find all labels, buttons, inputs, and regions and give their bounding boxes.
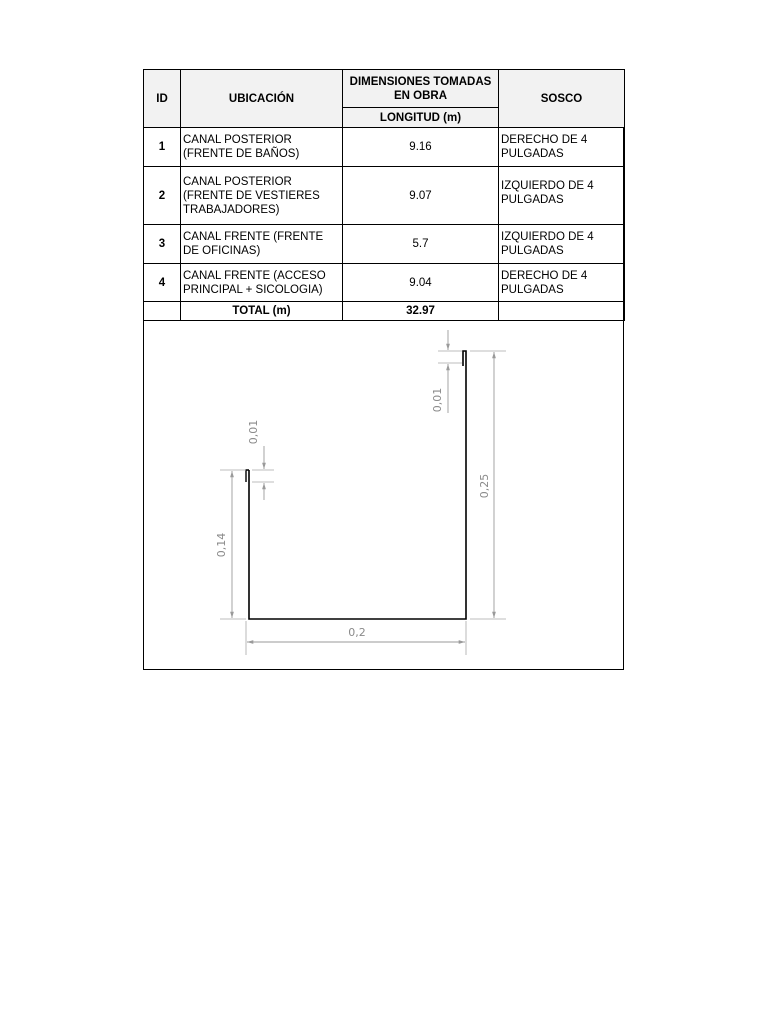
row-length: 9.07 bbox=[343, 167, 499, 225]
dim-right-lip-label: 0,01 bbox=[431, 387, 444, 413]
header-length: LONGITUD (m) bbox=[343, 108, 499, 128]
header-dimensions: DIMENSIONES TOMADAS EN OBRA bbox=[343, 70, 499, 108]
total-value: 32.97 bbox=[343, 302, 499, 321]
dim-left-height-label: 0,14 bbox=[215, 532, 228, 558]
total-label: TOTAL (m) bbox=[181, 302, 343, 321]
row-location: CANAL FRENTE (ACCESO PRINCIPAL + SICOLOGIA) bbox=[181, 264, 343, 302]
dim-width-label: 0,2 bbox=[348, 626, 366, 639]
row-length: 9.04 bbox=[343, 264, 499, 302]
row-sosco: IZQUIERDO DE 4 PULGADAS bbox=[499, 167, 625, 225]
row-id: 2 bbox=[144, 167, 181, 225]
row-location: CANAL POSTERIOR (FRENTE DE BAÑOS) bbox=[181, 128, 343, 167]
row-sosco: IZQUIERDO DE 4 PULGADAS bbox=[499, 225, 625, 264]
header-id: ID bbox=[144, 70, 181, 128]
row-length: 5.7 bbox=[343, 225, 499, 264]
dim-right-height-label: 0,25 bbox=[478, 473, 491, 499]
row-location: CANAL FRENTE (FRENTE DE OFICINAS) bbox=[181, 225, 343, 264]
row-length: 9.16 bbox=[343, 128, 499, 167]
row-id: 3 bbox=[144, 225, 181, 264]
extension-lines bbox=[220, 351, 506, 655]
row-sosco: DERECHO DE 4 PULGADAS bbox=[499, 128, 625, 167]
row-id: 1 bbox=[144, 128, 181, 167]
row-sosco: DERECHO DE 4 PULGADAS bbox=[499, 264, 625, 302]
row-location: CANAL POSTERIOR (FRENTE DE VESTIERES TRABAJADORES) bbox=[181, 167, 343, 225]
header-location: UBICACIÓN bbox=[181, 70, 343, 128]
dim-left-lip-label: 0,01 bbox=[247, 419, 260, 445]
header-sosco: SOSCO bbox=[499, 70, 625, 128]
row-id: 4 bbox=[144, 264, 181, 302]
